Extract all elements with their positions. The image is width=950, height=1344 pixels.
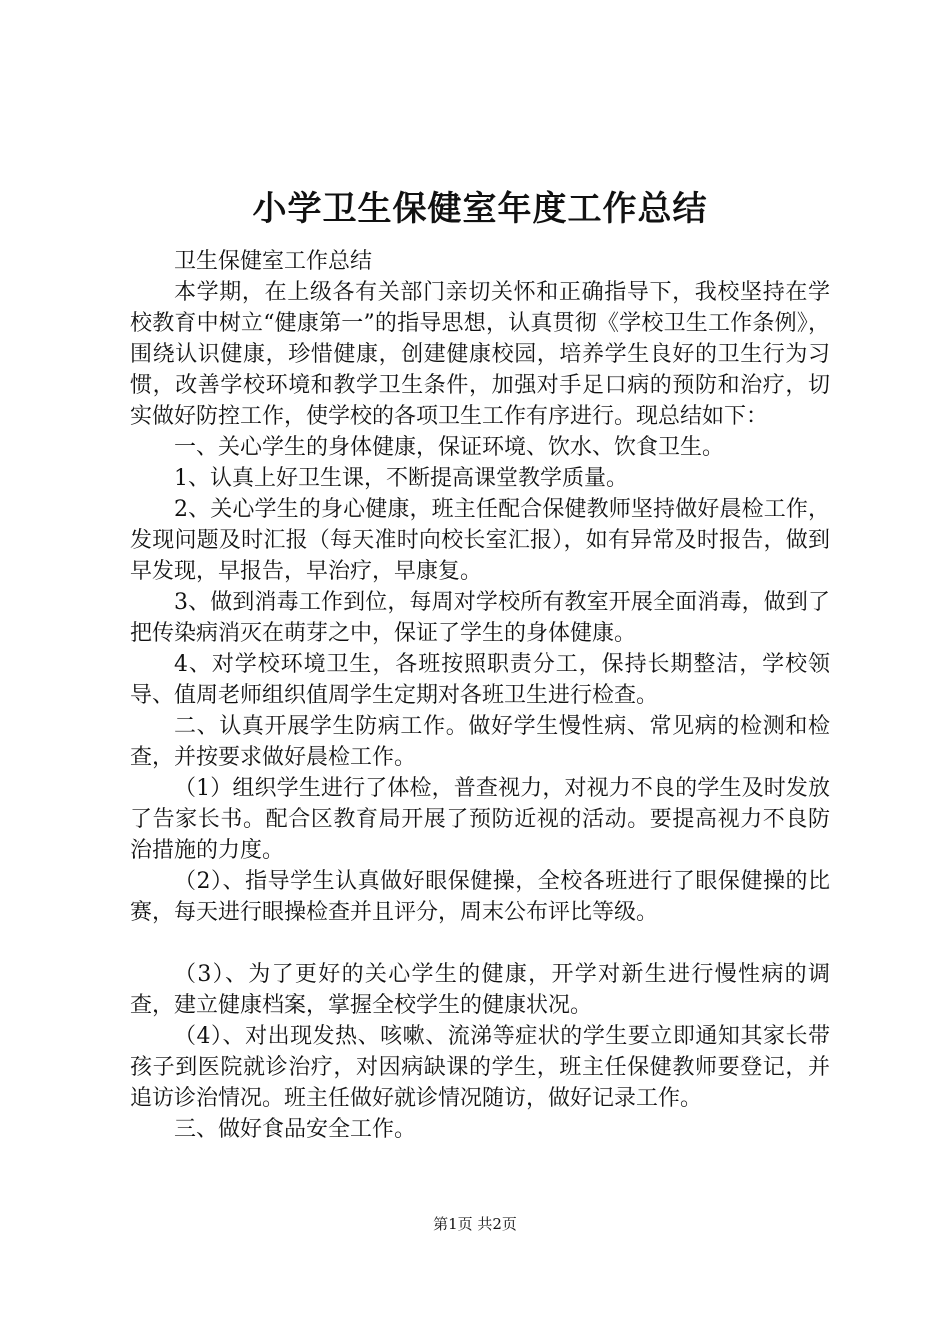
document-title: 小学卫生保健室年度工作总结 bbox=[252, 189, 708, 229]
section-2-item-4: （4）、对出现发热、咳嗽、流涕等症状的学生要立即通知其家长带孩子到医院就诊治疗，对因病缺课的学生，班主任保健教师要登记，并追访诊治情况。班主任做好就诊情况随访，做好记录工作。 bbox=[130, 1024, 830, 1111]
section-1-item-3: 3、做到消毒工作到位，每周对学校所有教室开展全面消毒，做到了把传染病消灭在萌芽之中，保证了学生的身体健康。 bbox=[130, 590, 830, 646]
section-1-item-1: 1、认真上好卫生课，不断提高课堂教学质量。 bbox=[174, 466, 628, 491]
page-number-footer: 第1页 共2页 bbox=[433, 1215, 517, 1233]
section-3-heading: 三、做好食品安全工作。 bbox=[174, 1117, 417, 1142]
section-1-heading: 一、关心学生的身体健康，保证环境、饮水、饮食卫生。 bbox=[174, 435, 725, 460]
document-subtitle: 卫生保健室工作总结 bbox=[174, 249, 373, 274]
section-2-item-1: （1）组织学生进行了体检，普查视力，对视力不良的学生及时发放了告家长书。配合区教育局开展了预防近视的活动。要提高视力不良防治措施的力度。 bbox=[130, 776, 830, 863]
section-2-item-3: （3）、为了更好的关心学生的健康，开学对新生进行慢性病的调查，建立健康档案，掌握全校学生的健康状况。 bbox=[130, 962, 830, 1018]
section-1-item-4: 4、对学校环境卫生，各班按照职责分工，保持长期整洁，学校领导、值周老师组织值周学生定期对各班卫生进行检查。 bbox=[130, 652, 830, 708]
blank-line bbox=[130, 928, 830, 959]
section-2-item-2: （2）、指导学生认真做好眼保健操，全校各班进行了眼保健操的比赛，每天进行眼操检查并且评分，周末公布评比等级。 bbox=[130, 869, 830, 925]
section-2-heading: 二、认真开展学生防病工作。做好学生慢性病、常见病的检测和检查，并按要求做好晨检工作。 bbox=[130, 714, 830, 770]
intro-paragraph: 本学期，在上级各有关部门亲切关怀和正确指导下，我校坚持在学校教育中树立“健康第一”的指导思想，认真贯彻《学校卫生工作条例》，围绕认识健康，珍惜健康，创建健康校园，培养学生良好的卫生行为习惯，改善学校环境和教学卫生条件，加强对手足口病的预防和治疗，切实做好防控工作，使学校的各项卫生工作有序进行。现总结如下： bbox=[130, 280, 830, 429]
section-1-item-2: 2、关心学生的身心健康，班主任配合保健教师坚持做好晨检工作，发现问题及时汇报（每天准时向校长室汇报），如有异常及时报告，做到早发现，早报告，早治疗，早康复。 bbox=[130, 497, 830, 584]
